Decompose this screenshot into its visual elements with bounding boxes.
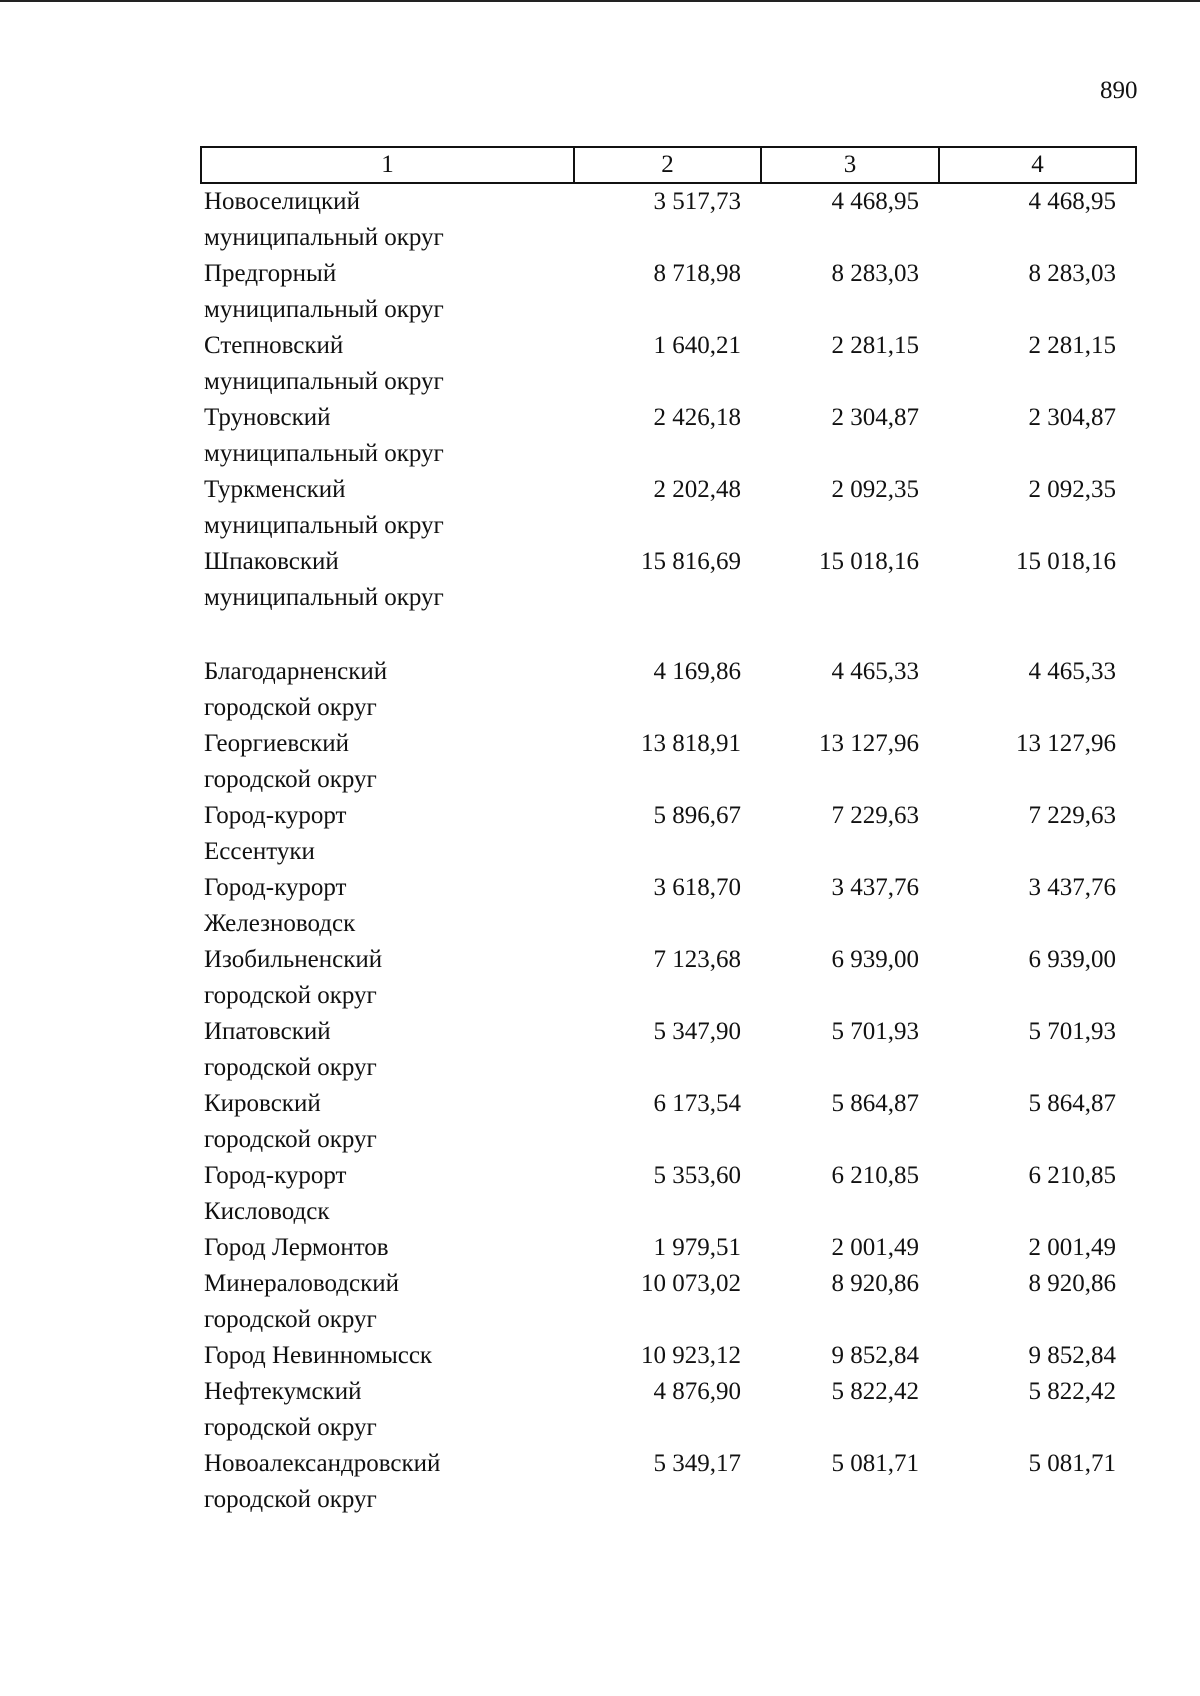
value-col-4: 5 864,87 (1028, 1090, 1116, 1117)
value-col-4: 2 001,49 (1028, 1234, 1116, 1261)
district-name-cell (201, 544, 574, 616)
table-row (201, 328, 1136, 400)
table-row (201, 1230, 1136, 1266)
district-type: муниципальный округ (204, 584, 444, 611)
district-name: Степновский (204, 332, 344, 359)
value-col-4: 5 081,71 (1028, 1450, 1116, 1477)
value-col-2: 5 347,90 (653, 1018, 741, 1045)
district-name: Кировский (204, 1090, 321, 1117)
table-row (201, 726, 1136, 798)
column-header-1: 1 (201, 147, 574, 183)
value-col-3: 8 920,86 (831, 1270, 919, 1297)
district-name-cell (201, 328, 574, 400)
district-type: муниципальный округ (204, 296, 444, 323)
table-row (201, 1374, 1136, 1446)
page-number: 890 (1100, 77, 1138, 104)
table-row (201, 472, 1136, 544)
value-col-4: 7 229,63 (1028, 802, 1116, 829)
district-name-cell (201, 1338, 574, 1374)
district-name: Благодарненский (204, 658, 388, 685)
table-header (201, 147, 1136, 183)
value-col-2: 10 073,02 (641, 1270, 741, 1297)
value-col-3: 9 852,84 (831, 1342, 919, 1369)
value-col-4: 15 018,16 (1016, 548, 1116, 575)
value-col-2: 7 123,68 (653, 946, 741, 973)
district-type: городской округ (204, 982, 377, 1009)
value-col-3: 2 281,15 (831, 332, 919, 359)
table-row (201, 654, 1136, 726)
district-name: Туркменский (204, 476, 346, 503)
table-row (201, 1446, 1136, 1518)
value-col-3: 3 437,76 (831, 874, 919, 901)
table-row (201, 1014, 1136, 1086)
district-name: Город-курорт (204, 1162, 347, 1189)
district-name: Город-курорт (204, 802, 347, 829)
table-row (201, 1086, 1136, 1158)
value-col-4: 3 437,76 (1028, 874, 1116, 901)
district-name-cell (201, 1446, 574, 1518)
value-col-4: 8 920,86 (1028, 1270, 1116, 1297)
district-name: Георгиевский (204, 730, 350, 757)
district-type: муниципальный округ (204, 512, 444, 539)
value-col-2: 2 426,18 (653, 404, 741, 431)
value-col-3: 2 304,87 (831, 404, 919, 431)
value-col-3: 6 210,85 (831, 1162, 919, 1189)
district-name-cell (201, 942, 574, 1014)
district-type: Ессентуки (204, 838, 315, 865)
district-name: Шпаковский (204, 548, 339, 575)
value-col-2: 1 640,21 (653, 332, 741, 359)
value-col-3: 2 001,49 (831, 1234, 919, 1261)
district-name: Город Невинномысск (204, 1342, 433, 1369)
value-col-3: 4 465,33 (831, 658, 919, 685)
district-name-cell (201, 1374, 574, 1446)
district-name-cell (201, 1266, 574, 1338)
top-border-line (0, 0, 1200, 2)
value-col-2: 1 979,51 (653, 1234, 741, 1261)
table-row (201, 798, 1136, 870)
value-col-2: 3 618,70 (653, 874, 741, 901)
district-name-cell (201, 726, 574, 798)
table-row (201, 870, 1136, 942)
value-col-2: 2 202,48 (653, 476, 741, 503)
table-body (201, 183, 1136, 1518)
district-name-cell (201, 654, 574, 726)
district-name: Минераловодский (204, 1270, 400, 1297)
table-row (201, 1338, 1136, 1374)
data-table (200, 146, 1137, 1518)
district-name: Предгорный (204, 260, 337, 287)
column-header-4: 4 (939, 147, 1136, 183)
district-name: Нефтекумский (204, 1378, 362, 1405)
value-col-2: 5 349,17 (653, 1450, 741, 1477)
value-col-3: 5 701,93 (831, 1018, 919, 1045)
value-col-2: 13 818,91 (641, 730, 741, 757)
district-name-cell (201, 400, 574, 472)
district-name-cell (201, 1230, 574, 1266)
value-col-3: 2 092,35 (831, 476, 919, 503)
value-col-4: 8 283,03 (1028, 260, 1116, 287)
district-type: городской округ (204, 1126, 377, 1153)
value-col-4: 4 468,95 (1028, 188, 1116, 215)
district-type: муниципальный округ (204, 224, 444, 251)
value-col-3: 5 822,42 (831, 1378, 919, 1405)
district-type: городской округ (204, 1054, 377, 1081)
district-name-cell (201, 798, 574, 870)
value-col-3: 5 081,71 (831, 1450, 919, 1477)
district-type: городской округ (204, 1486, 377, 1513)
value-col-2: 5 353,60 (653, 1162, 741, 1189)
district-name: Ипатовский (204, 1018, 331, 1045)
district-type: городской округ (204, 1306, 377, 1333)
district-name: Город-курорт (204, 874, 347, 901)
district-name: Изобильненский (204, 946, 383, 973)
section-spacer (201, 616, 1136, 654)
value-col-2: 5 896,67 (653, 802, 741, 829)
column-header-3: 3 (761, 147, 939, 183)
value-col-2: 10 923,12 (641, 1342, 741, 1369)
value-col-4: 2 281,15 (1028, 332, 1116, 359)
district-type: Железноводск (204, 910, 356, 937)
value-col-4: 13 127,96 (1016, 730, 1116, 757)
district-type: муниципальный округ (204, 368, 444, 395)
value-col-4: 5 822,42 (1028, 1378, 1116, 1405)
value-col-4: 9 852,84 (1028, 1342, 1116, 1369)
value-col-2: 3 517,73 (653, 188, 741, 215)
value-col-4: 4 465,33 (1028, 658, 1116, 685)
table-row (201, 400, 1136, 472)
column-header-2: 2 (574, 147, 761, 183)
district-name-cell (201, 1158, 574, 1230)
table-row (201, 544, 1136, 616)
district-name-cell (201, 472, 574, 544)
value-col-3: 13 127,96 (819, 730, 919, 757)
district-name-cell (201, 256, 574, 328)
table-row (201, 1266, 1136, 1338)
value-col-4: 5 701,93 (1028, 1018, 1116, 1045)
district-name: Новоалександровский (204, 1450, 441, 1477)
table-row (201, 1158, 1136, 1230)
value-col-3: 8 283,03 (831, 260, 919, 287)
value-col-2: 15 816,69 (641, 548, 741, 575)
district-type: Кисловодск (204, 1198, 330, 1225)
district-type: муниципальный округ (204, 440, 444, 467)
district-name: Город Лермонтов (204, 1234, 389, 1261)
value-col-3: 5 864,87 (831, 1090, 919, 1117)
value-col-2: 4 169,86 (653, 658, 741, 685)
value-col-3: 7 229,63 (831, 802, 919, 829)
table-row (201, 256, 1136, 328)
table-row (201, 183, 1136, 256)
district-type: городской округ (204, 766, 377, 793)
value-col-3: 4 468,95 (831, 188, 919, 215)
district-name: Труновский (204, 404, 331, 431)
value-col-4: 2 304,87 (1028, 404, 1116, 431)
value-col-4: 2 092,35 (1028, 476, 1116, 503)
value-col-3: 15 018,16 (819, 548, 919, 575)
value-col-4: 6 210,85 (1028, 1162, 1116, 1189)
district-name-cell (201, 1086, 574, 1158)
district-type: городской округ (204, 1414, 377, 1441)
value-col-2: 6 173,54 (653, 1090, 741, 1117)
district-type: городской округ (204, 694, 377, 721)
district-name-cell (201, 1014, 574, 1086)
value-col-2: 8 718,98 (653, 260, 741, 287)
table-row (201, 942, 1136, 1014)
value-col-4: 6 939,00 (1028, 946, 1116, 973)
district-name-cell (201, 870, 574, 942)
value-col-2: 4 876,90 (653, 1378, 741, 1405)
value-col-3: 6 939,00 (831, 946, 919, 973)
district-name: Новоселицкий (204, 188, 360, 215)
district-name-cell (201, 183, 574, 256)
header-row (201, 147, 1136, 183)
